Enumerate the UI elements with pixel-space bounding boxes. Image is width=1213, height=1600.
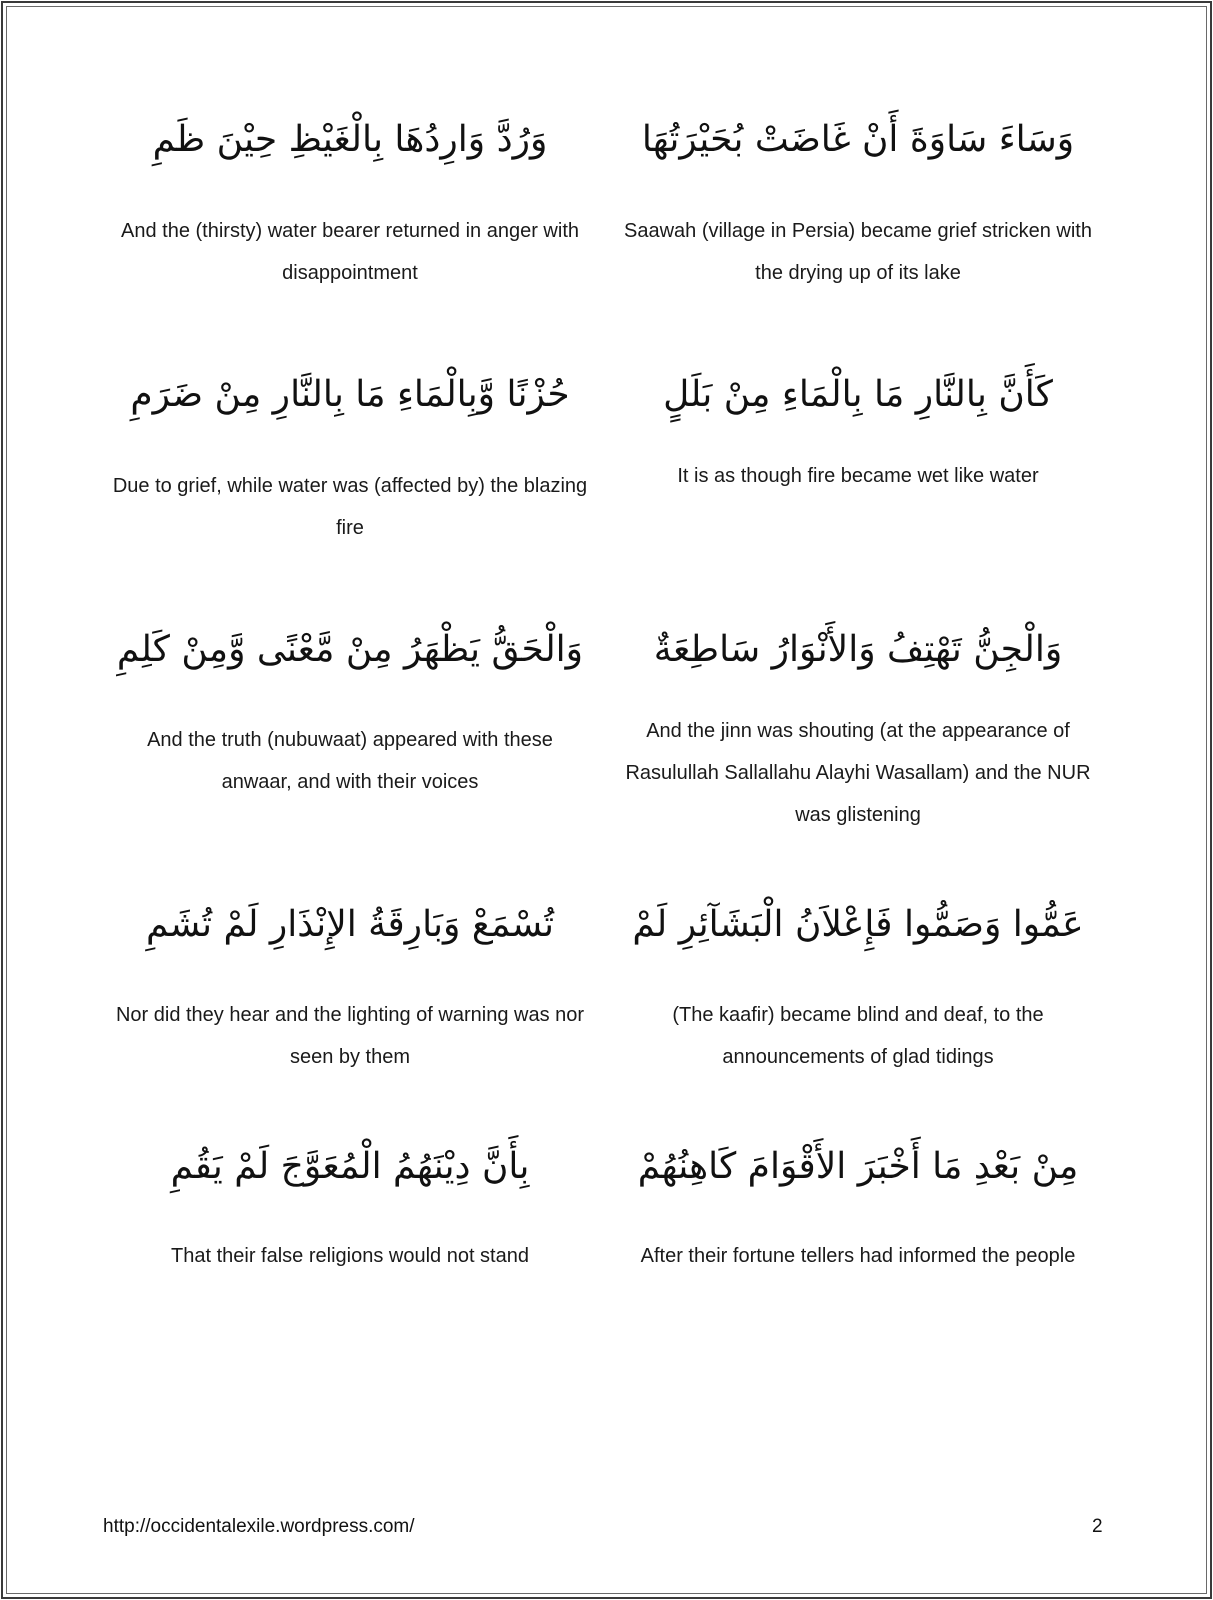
footer-url: http://occidentalexile.wordpress.com/ — [103, 1516, 415, 1537]
arabic-verse: وَرُدَّ وَارِدُهَا بِالْغَيْظِ حِيْنَ ظَمِ — [152, 119, 548, 160]
verse-7 — [608, 895, 1108, 1078]
verse-4 — [100, 365, 600, 549]
verse-1 — [608, 110, 1108, 294]
arabic-verse: مِنْ بَعْدِ مَا أَخْبَرَ الأَقْوَامَ كَاهِنُهُمْ — [637, 1146, 1079, 1187]
arabic-verse: كَأَنَّ بِالنَّارِ مَا بِالْمَاءِ مِنْ بَلَلٍ — [663, 374, 1053, 415]
english-translation: Saawah (village in Persia) became grief stricken with the drying up of its lake — [624, 220, 1092, 284]
arabic-verse: وَالْجِنُّ تَهْتِفُ وَالأَنْوَارُ سَاطِعَةٌ — [653, 629, 1063, 670]
verse-9 — [608, 1137, 1108, 1277]
arabic-verse: تُسْمَعْ وَبَارِقَةُ الإِنْذَارِ لَمْ تُشَمِ — [145, 904, 554, 945]
page-number: 2 — [1092, 1516, 1103, 1537]
verse-3 — [608, 365, 1108, 497]
arabic-verse: بِأَنَّ دِيْنَهُمُ الْمُعَوَّجَ لَمْ يَقُمِ — [170, 1146, 530, 1187]
english-translation: And the truth (nubuwaat) appeared with these anwaar, and with their voices — [147, 729, 553, 793]
english-translation: That their false religions would not stand — [171, 1245, 529, 1267]
verse-2 — [100, 110, 600, 294]
arabic-verse: وَسَاءَ سَاوَةَ أَنْ غَاضَتْ بُحَيْرَتُهَا — [641, 119, 1075, 160]
verse-6 — [100, 620, 600, 803]
english-translation: After their fortune tellers had informed the people — [640, 1245, 1076, 1267]
english-translation: Nor did they hear and the lighting of warning was nor seen by them — [115, 1004, 585, 1068]
english-translation: Due to grief, while water was (affected by) the blazing fire — [112, 475, 588, 539]
english-translation: And the jinn was shouting (at the appearance of Rasulullah Sallallahu Alayhi Wasallam) and the NUR was glistening — [625, 720, 1091, 826]
english-translation: (The kaafir) became blind and deaf, to the announcements of glad tidings — [672, 1004, 1044, 1068]
verse-8 — [100, 895, 600, 1078]
verse-5 — [608, 620, 1108, 836]
verse-10 — [100, 1137, 600, 1277]
arabic-verse: حُزْنًا وَّبِالْمَاءِ مَا بِالنَّارِ مِنْ ضَرَمِ — [130, 374, 570, 415]
arabic-verse: عَمُّوا وَصَمُّوا فَإِعْلاَنُ الْبَشَآئِرِ لَمْ — [632, 904, 1084, 945]
english-translation: And the (thirsty) water bearer returned in anger with disappointment — [121, 220, 579, 284]
english-translation: It is as though fire became wet like water — [677, 465, 1039, 487]
arabic-verse: وَالْحَقُّ يَظْهَرُ مِنْ مَّعْنًى وَّمِنْ كَلِمِ — [116, 629, 584, 670]
